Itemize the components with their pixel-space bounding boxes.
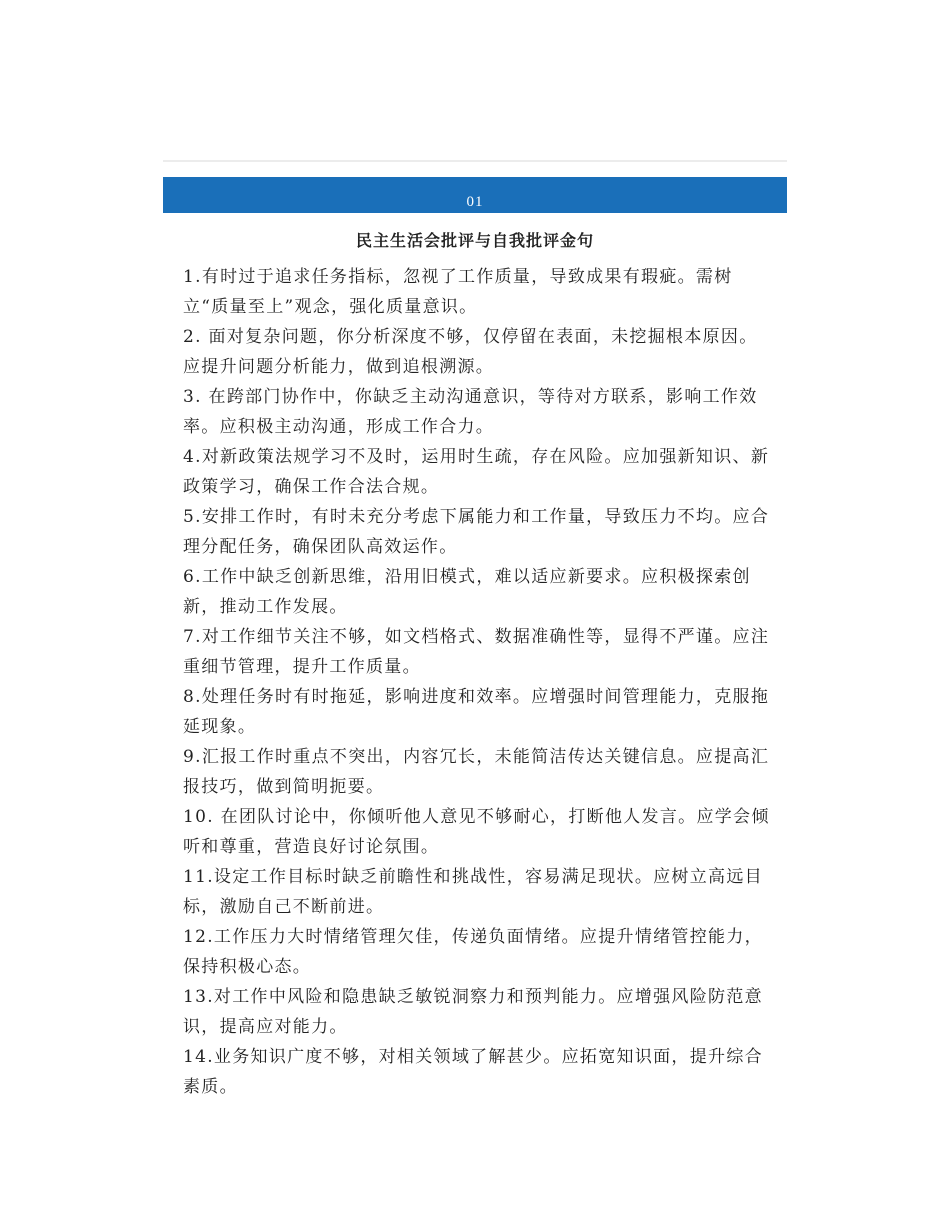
list-item: 7.对工作细节关注不够，如文档格式、数据准确性等，显得不严谨。应注重细节管理，提升工作质量。 xyxy=(183,627,770,677)
list-item: 10. 在团队讨论中，你倾听他人意见不够耐心，打断他人发言。应学会倾听和尊重，营造良好讨论氛围。 xyxy=(183,807,770,857)
list-item: 11.设定工作目标时缺乏前瞻性和挑战性，容易满足现状。应树立高远目标，激励自己不断前进。 xyxy=(183,867,763,917)
list-item: 3. 在跨部门协作中，你缺乏主动沟通意识，等待对方联系，影响工作效率。应积极主动沟通，形成工作合力。 xyxy=(183,387,758,437)
list-item: 6.工作中缺乏创新思维，沿用旧模式，难以适应新要求。应积极探索创新，推动工作发展。 xyxy=(183,567,751,617)
list-item: 2. 面对复杂问题，你分析深度不够，仅停留在表面，未挖掘根本原因。应提升问题分析能力，做到追根溯源。 xyxy=(183,327,758,377)
list-item: 5.安排工作时，有时未充分考虑下属能力和工作量，导致压力不均。应合理分配任务，确保团队高效运作。 xyxy=(183,507,770,557)
document-title: 民主生活会批评与自我批评金句 xyxy=(355,231,594,250)
section-banner xyxy=(163,177,787,213)
section-number: 01 xyxy=(466,194,484,210)
list-item: 12.工作压力大时情绪管理欠佳，传递负面情绪。应提升情绪管控能力，保持积极心态。 xyxy=(183,927,763,977)
list-item: 14.业务知识广度不够，对相关领域了解甚少。应拓宽知识面，提升综合素质。 xyxy=(183,1047,763,1097)
criticism-list xyxy=(183,262,775,1102)
list-item: 1.有时过于追求任务指标，忽视了工作质量，导致成果有瑕疵。需树立“质量至上”观念，强化质量意识。 xyxy=(183,267,733,317)
list-item: 9.汇报工作时重点不突出，内容冗长，未能简洁传达关键信息。应提高汇报技巧，做到简明扼要。 xyxy=(183,747,770,797)
list-item: 8.处理任务时有时拖延，影响进度和效率。应增强时间管理能力，克服拖延现象。 xyxy=(183,687,770,737)
list-item: 13.对工作中风险和隐患缺乏敏锐洞察力和预判能力。应增强风险防范意识，提高应对能力。 xyxy=(183,987,763,1037)
top-divider xyxy=(163,160,787,162)
list-item: 4.对新政策法规学习不及时，运用时生疏，存在风险。应加强新知识、新政策学习，确保工作合法合规。 xyxy=(183,447,770,497)
